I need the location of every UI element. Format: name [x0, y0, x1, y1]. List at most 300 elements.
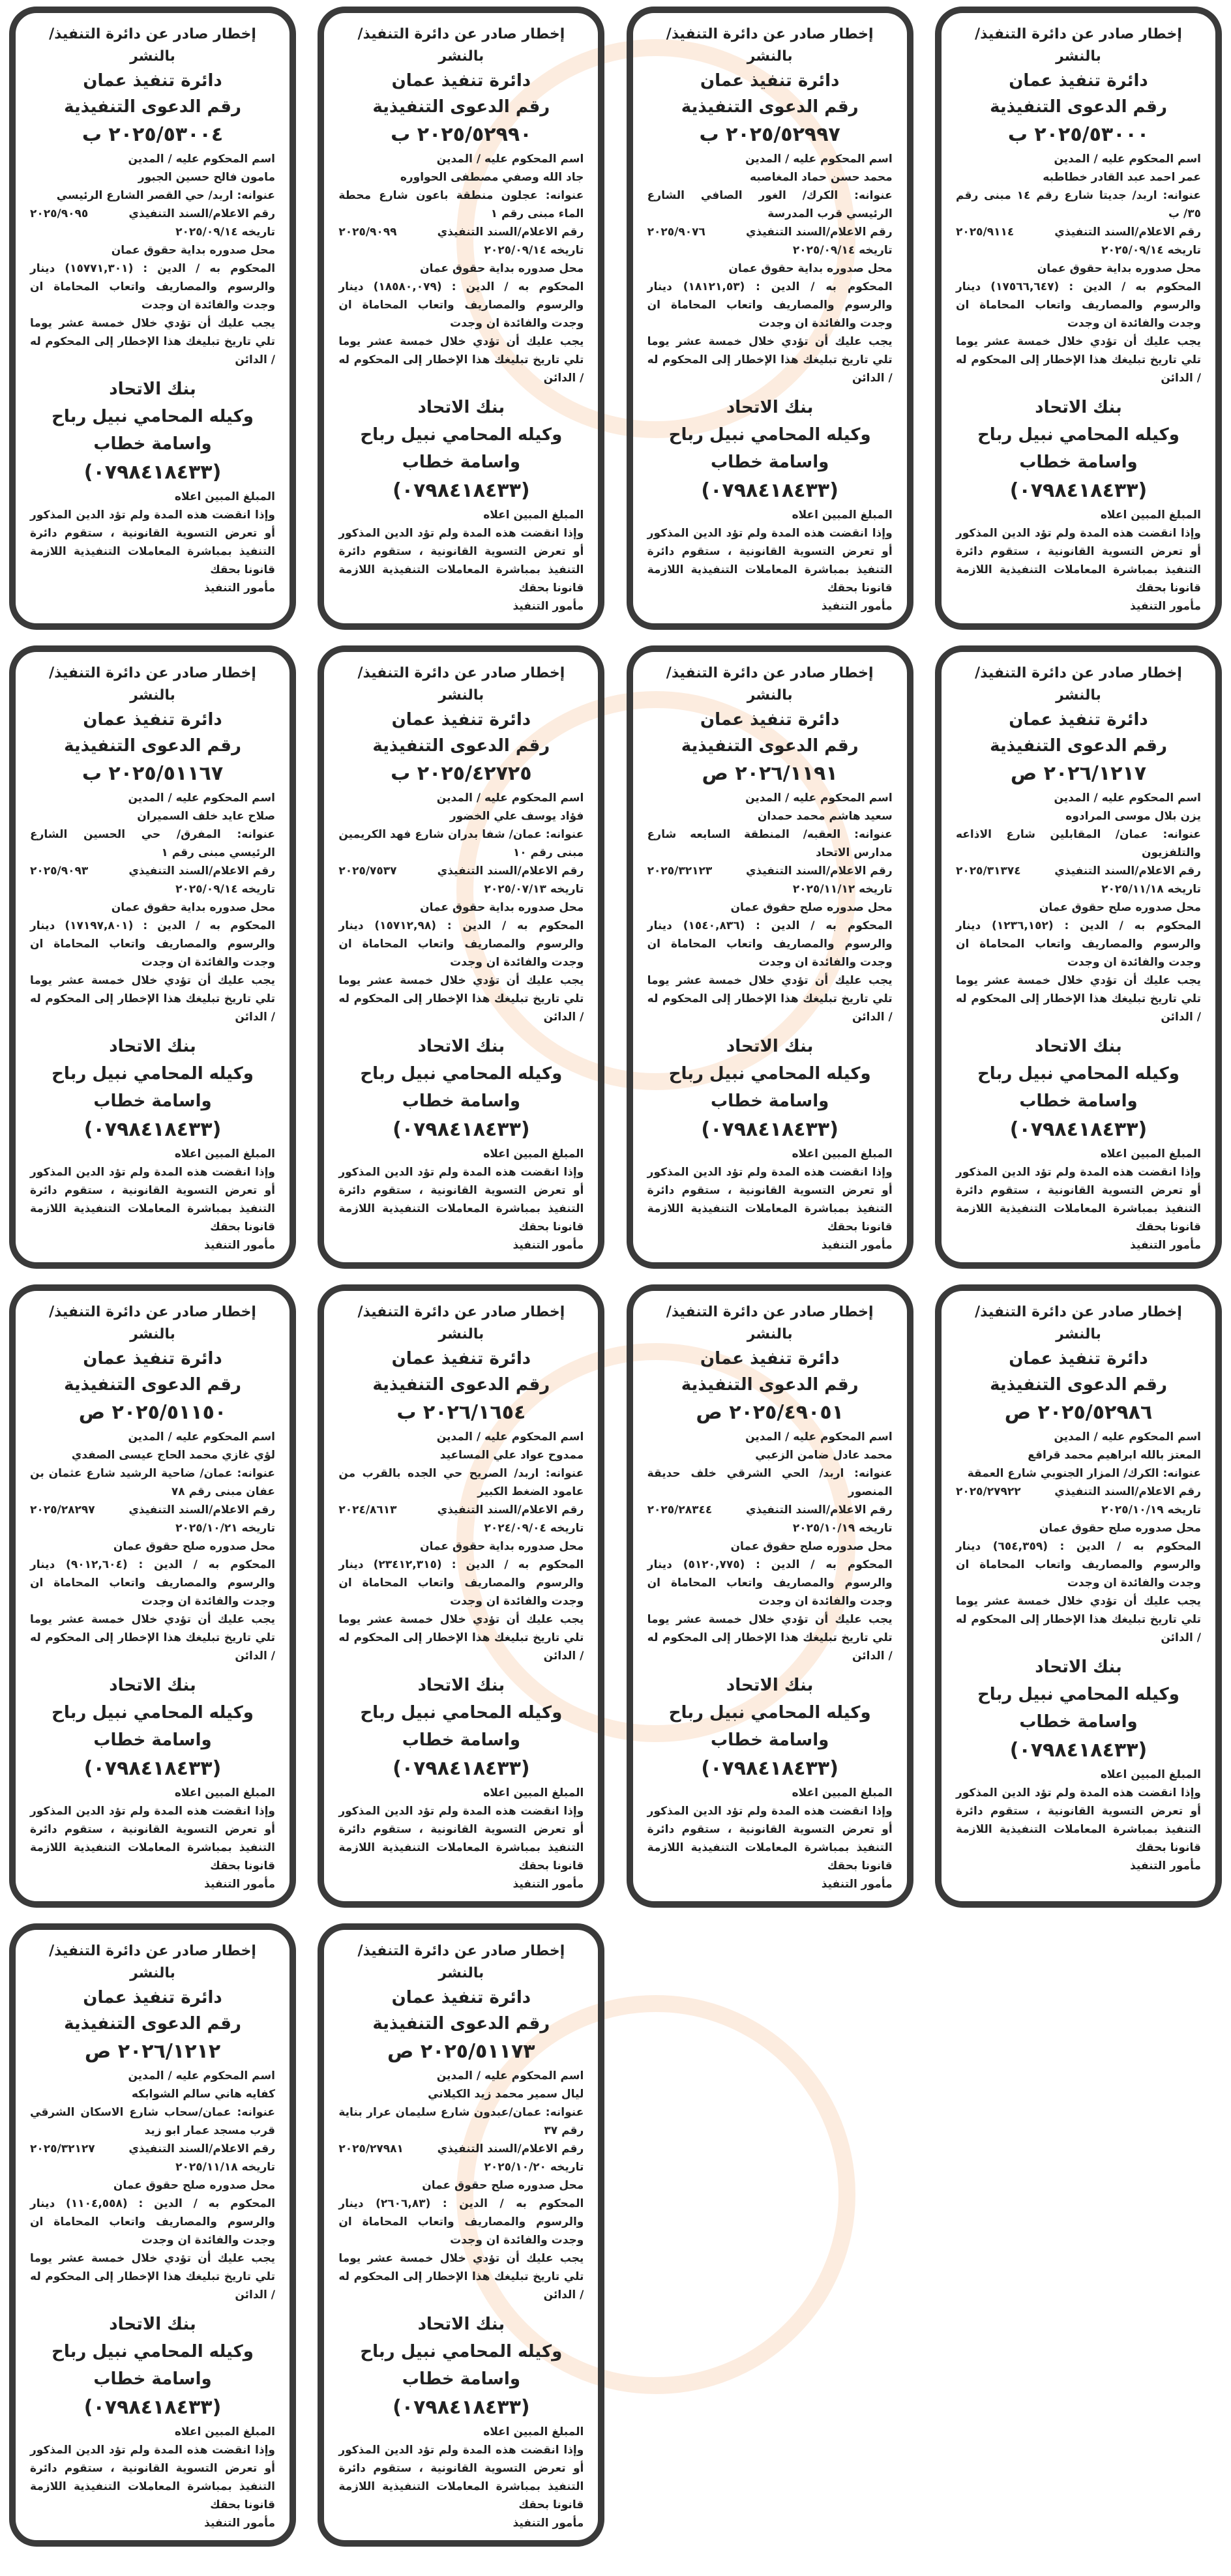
- record-number: ٢٠٢٥/٢٨٢٩٧: [30, 1503, 95, 1517]
- department-name: دائرة تنفيذ عمان: [83, 1349, 222, 1369]
- court-value: بداية حقوق عمان: [111, 901, 206, 914]
- payment-notice: يجب عليك أن تؤدي خلال خمسة عشر يوما تلي تاريخ تبليغك هذا الإخطار إلى المحكوم له / الدائن: [30, 317, 276, 366]
- debtor-name: محمد عادل ضامن الزعبي: [755, 1449, 893, 1462]
- record-line: [956, 862, 1201, 880]
- court-value: صلح حقوق عمان: [730, 901, 823, 914]
- department-name: دائرة تنفيذ عمان: [83, 1988, 222, 2007]
- debtor-name: مامون فالح حسين الجبور: [138, 171, 276, 184]
- amount-reference: المبلغ المبين اعلاه: [1100, 1768, 1201, 1781]
- notice-box: [318, 1284, 604, 1908]
- amount-suffix: ) دينار والرسوم والمصاريف واتعاب المحاماة ان وجدت والفائدة ان وجدت: [338, 280, 584, 330]
- date-value: ٢٠٢٥/٠٩/١٤: [175, 883, 238, 896]
- date-line: [956, 241, 1201, 259]
- creditor-name: بنك الاتحاد: [726, 1676, 814, 1695]
- creditor-name: بنك الاتحاد: [109, 1676, 196, 1695]
- amount-suffix: ) دينار والرسوم والمصاريف واتعاب المحاماة ان وجدت والفائدة ان وجدت: [647, 1558, 893, 1608]
- warning-text: وإذا انقضت هذه المدة ولم تؤد الدين المذكور أو تعرض التسوية القانونية ، ستقوم دائرة التنفيذ بمباشرة المعاملات التنفيذية اللازمة قانونا بحقك: [338, 2444, 584, 2511]
- notice-header: إخطار صادر عن دائرة التنفيذ/ بالنشر: [49, 1304, 256, 1342]
- notice-box: [627, 645, 913, 1269]
- address-label: عنوانه:: [1157, 189, 1201, 202]
- amount-line: [338, 917, 584, 971]
- notice-header: إخطار صادر عن دائرة التنفيذ/ بالنشر: [357, 1304, 565, 1342]
- amount-value: ١٥٧٧١,٣٠١: [70, 262, 128, 275]
- court-value: بداية حقوق عمان: [1037, 262, 1132, 275]
- amount-prefix: المحكوم به / الدين : (: [739, 1558, 893, 1571]
- court-value: صلح حقوق عمان: [730, 1540, 823, 1553]
- lawyer-phone: (٠٧٩٨٤١٨٤٣٣): [701, 479, 838, 502]
- address-label: عنوانه:: [541, 2106, 584, 2119]
- payment-notice: يجب عليك أن تؤدي خلال خمسة عشر يوما تلي تاريخ تبليغك هذا الإخطار إلى المحكوم له / الدائن: [30, 2252, 276, 2302]
- payment-notice: يجب عليك أن تؤدي خلال خمسة عشر يوما تلي تاريخ تبليغك هذا الإخطار إلى المحكوم له / الدائن: [338, 2252, 584, 2302]
- amount-value: ١٧٥٦٦,٦٤٧: [996, 280, 1054, 293]
- debtor-label: اسم المحكوم عليه / المدين: [1054, 1430, 1201, 1443]
- date-value: ٢٠٢٥/٠٩/١٤: [1101, 244, 1164, 257]
- payment-notice: يجب عليك أن تؤدي خلال خمسة عشر يوما تلي تاريخ تبليغك هذا الإخطار إلى المحكوم له / الدائن: [956, 335, 1201, 385]
- address-label: عنوانه:: [840, 828, 893, 841]
- address-line: [647, 825, 893, 862]
- signature: مأمور التنفيذ: [1130, 1239, 1201, 1252]
- amount-value: ٥١٢٠,٧٧٥: [688, 1558, 740, 1571]
- creditor-name: بنك الاتحاد: [109, 2315, 196, 2334]
- debtor-name: عمر احمد عبد القادر خطاطبه: [1043, 171, 1201, 184]
- amount-suffix: ) دينار والرسوم والمصاريف واتعاب المحاماة ان وجدت والفائدة ان وجدت: [647, 919, 893, 969]
- lawyer-name: وكيله المحامي نبيل رباح واسامة خطاب: [52, 1064, 254, 1111]
- creditor-name: بنك الاتحاد: [417, 2315, 505, 2334]
- notice-box: [318, 1923, 604, 2547]
- debtor-name: فؤاد يوسف علي الخضور: [449, 810, 584, 823]
- record-label: رقم الاعلام/السند التنفيذي: [745, 1503, 893, 1517]
- case-number: ٢٠٢٥/٥١١٦٧ ب: [82, 762, 224, 785]
- department-name: دائرة تنفيذ عمان: [83, 710, 222, 730]
- address-line: [338, 1464, 584, 1501]
- record-line: [338, 2140, 584, 2158]
- amount-line: [647, 1556, 893, 1610]
- signature: مأمور التنفيذ: [204, 2517, 276, 2530]
- case-number: ٢٠٢٥/٥٣٠٠٠ ب: [1007, 123, 1149, 146]
- department-name: دائرة تنفيذ عمان: [1009, 1349, 1148, 1369]
- creditor-name: بنك الاتحاد: [417, 398, 505, 417]
- date-value: ٢٠٢٥/١٠/٢٠: [484, 2161, 546, 2174]
- creditor-name: بنك الاتحاد: [726, 1037, 814, 1056]
- notice-header: إخطار صادر عن دائرة التنفيذ/ بالنشر: [357, 26, 565, 65]
- amount-value: ٢٦٠٦,٨٣: [380, 2197, 426, 2210]
- record-label: رقم الاعلام/السند التنفيذي: [437, 2142, 584, 2155]
- address-value: الكرك/ المزار الجنوبي شارع العمقة: [967, 1467, 1159, 1480]
- record-line: [30, 205, 275, 223]
- record-label: رقم الاعلام/السند التنفيذي: [1054, 865, 1201, 878]
- payment-notice: يجب عليك أن تؤدي خلال خمسة عشر يوما تلي تاريخ تبليغك هذا الإخطار إلى المحكوم له / الدائن: [30, 974, 276, 1024]
- department-name: دائرة تنفيذ عمان: [700, 71, 840, 91]
- date-value: ٢٠٢٥/١١/١٨: [1101, 883, 1164, 896]
- address-line: [338, 825, 584, 862]
- debtor-label: اسم المحكوم عليه / المدين: [128, 1430, 276, 1443]
- creditor-name: بنك الاتحاد: [726, 398, 814, 417]
- notice-box: [935, 7, 1222, 630]
- amount-suffix: ) دينار والرسوم والمصاريف واتعاب المحاماة ان وجدت والفائدة ان وجدت: [30, 919, 276, 969]
- amount-reference: المبلغ المبين اعلاه: [174, 490, 276, 503]
- address-line: [647, 186, 893, 223]
- court-value: بداية حقوق عمان: [420, 1540, 514, 1553]
- amount-line: [30, 917, 275, 971]
- amount-prefix: المحكوم به / الدين : (: [436, 280, 584, 293]
- record-number: ٢٠٢٥/٢٨٣٤٤: [647, 1503, 713, 1517]
- warning-text: وإذا انقضت هذه المدة ولم تؤد الدين المذكور أو تعرض التسوية القانونية ، ستقوم دائرة التنفيذ بمباشرة المعاملات التنفيذية اللازمة قانونا بحقك: [956, 1786, 1201, 1854]
- signature: مأمور التنفيذ: [512, 1239, 584, 1252]
- amount-suffix: ) دينار والرسوم والمصاريف واتعاب المحاماة ان وجدت والفائدة ان وجدت: [956, 280, 1201, 330]
- department-name: دائرة تنفيذ عمان: [391, 710, 531, 730]
- address-label: عنوانه:: [844, 1467, 893, 1480]
- debtor-label: اسم المحكوم عليه / المدين: [436, 1430, 584, 1443]
- debtor-label: اسم المحكوم عليه / المدين: [128, 2069, 276, 2082]
- amount-prefix: المحكوم به / الدين : (: [122, 1558, 276, 1571]
- case-label: رقم الدعوى التنفيذية: [64, 2014, 241, 2034]
- lawyer-name: وكيله المحامي نبيل رباح واسامة خطاب: [668, 1064, 871, 1111]
- court-label: محل صدوره: [514, 2179, 584, 2192]
- court-label: محل صدوره: [205, 2179, 276, 2192]
- record-line: [338, 862, 584, 880]
- record-line: [30, 2140, 275, 2158]
- date-label: تاريخه: [546, 2161, 584, 2174]
- case-label: رقم الدعوى التنفيذية: [372, 736, 550, 756]
- case-label: رقم الدعوى التنفيذية: [681, 1375, 859, 1395]
- address-value: عمان/ ضاحية الرشيد شارع عثمان بن عفان مبنى رقم ٧٨: [30, 1467, 276, 1498]
- creditor-name: بنك الاتحاد: [417, 1676, 505, 1695]
- record-number: ٢٠٢٥/٩٠٩٣: [30, 865, 89, 878]
- case-number: ٢٠٢٥/٥٣٠٠٤ ب: [82, 123, 224, 146]
- record-number: ٢٠٢٥/٣٢١٢٣: [647, 865, 713, 878]
- notice-box: [9, 1284, 296, 1908]
- amount-prefix: المحكوم به / الدين : (: [1048, 919, 1202, 932]
- amount-line: [338, 1556, 584, 1610]
- amount-suffix: ) دينار والرسوم والمصاريف واتعاب المحاماة ان وجدت والفائدة ان وجدت: [338, 1558, 584, 1608]
- amount-reference: المبلغ المبين اعلاه: [483, 509, 584, 522]
- creditor-name: بنك الاتحاد: [417, 1037, 505, 1056]
- amount-line: [647, 278, 893, 333]
- lawyer-name: وكيله المحامي نبيل رباح واسامة خطاب: [360, 2342, 563, 2389]
- date-label: تاريخه: [237, 2161, 276, 2174]
- court-value: صلح حقوق عمان: [113, 2179, 206, 2192]
- court-value: صلح حقوق عمان: [422, 2179, 514, 2192]
- debtor-name: محمد حسن حماد المغاصبه: [750, 171, 893, 184]
- address-value: العقبه/ المنطقة السابعه شارع مدارس الاتحاد: [647, 828, 893, 859]
- warning-text: وإذا انقضت هذه المدة ولم تؤد الدين المذكور أو تعرض التسوية القانونية ، ستقوم دائرة التنفيذ بمباشرة المعاملات التنفيذية اللازمة قانونا بحقك: [647, 1805, 893, 1873]
- court-line: [956, 898, 1201, 917]
- record-line: [956, 223, 1201, 241]
- amount-line: [338, 2195, 584, 2249]
- payment-notice: يجب عليك أن تؤدي خلال خمسة عشر يوما تلي تاريخ تبليغك هذا الإخطار إلى المحكوم له / الدائن: [956, 974, 1201, 1024]
- date-line: [338, 241, 584, 259]
- notice-header: إخطار صادر عن دائرة التنفيذ/ بالنشر: [975, 665, 1182, 703]
- amount-line: [956, 278, 1201, 333]
- lawyer-phone: (٠٧٩٨٤١٨٤٣٣): [1009, 1118, 1148, 1141]
- case-number: ٢٠٢٥/٥١١٧٣ ص: [387, 2040, 535, 2063]
- court-label: محل صدوره: [1131, 262, 1201, 275]
- debtor-name: صلاح عايد خلف السميران: [137, 810, 276, 823]
- court-line: [30, 898, 275, 917]
- address-value: عمان/سحاب شارع الاسكان الشرقي قرب مسجد عمار ابو زيد: [30, 2106, 276, 2137]
- debtor-label: اسم المحكوم عليه / المدين: [436, 2069, 584, 2082]
- case-number: ٢٠٢٥/٤٩٠٥١ ص: [696, 1401, 844, 1424]
- amount-line: [647, 917, 893, 971]
- creditor-name: بنك الاتحاد: [1035, 398, 1122, 417]
- record-line: [647, 1501, 893, 1519]
- amount-reference: المبلغ المبين اعلاه: [174, 1147, 276, 1161]
- department-name: دائرة تنفيذ عمان: [1009, 710, 1148, 730]
- amount-suffix: ) دينار والرسوم والمصاريف واتعاب المحاماة ان وجدت والفائدة ان وجدت: [30, 2197, 276, 2247]
- department-name: دائرة تنفيذ عمان: [391, 1349, 531, 1369]
- amount-line: [956, 1537, 1201, 1592]
- address-value: عجلون منطقة باعون شارع محطة الماء مبنى رقم ١: [338, 189, 584, 220]
- court-line: [647, 898, 893, 917]
- record-number: ٢٠٢٥/٩٠٩٥: [30, 207, 89, 220]
- date-line: [647, 880, 893, 898]
- court-line: [647, 259, 893, 278]
- record-label: رقم الاعلام/السند التنفيذي: [128, 2142, 276, 2155]
- record-line: [338, 1501, 584, 1519]
- address-label: عنوانه:: [232, 1467, 276, 1480]
- address-line: [30, 186, 275, 205]
- date-label: تاريخه: [855, 1522, 893, 1535]
- date-line: [30, 2158, 275, 2176]
- case-label: رقم الدعوى التنفيذية: [372, 2014, 550, 2034]
- date-label: تاريخه: [546, 1522, 584, 1535]
- date-line: [30, 880, 275, 898]
- address-label: عنوانه:: [233, 189, 276, 202]
- signature: مأمور التنفيذ: [204, 1878, 276, 1891]
- court-line: [30, 1537, 275, 1556]
- amount-prefix: المحكوم به / الدين : (: [1043, 1540, 1201, 1553]
- record-label: رقم الاعلام/السند التنفيذي: [437, 226, 584, 239]
- date-value: ٢٠٢٥/١١/١٨: [175, 2161, 238, 2174]
- record-number: ٢٠٢٥/٩٠٧٦: [647, 226, 705, 239]
- amount-prefix: المحكوم به / الدين : (: [128, 919, 276, 932]
- signature: مأمور التنفيذ: [821, 1878, 893, 1891]
- notice-header: إخطار صادر عن دائرة التنفيذ/ بالنشر: [975, 26, 1182, 65]
- creditor-name: بنك الاتحاد: [1035, 1657, 1122, 1677]
- record-number: ٢٠٢٥/٩١١٤: [956, 226, 1015, 239]
- lawyer-phone: (٠٧٩٨٤١٨٤٣٣): [83, 461, 222, 484]
- lawyer-name: وكيله المحامي نبيل رباح واسامة خطاب: [360, 1064, 563, 1111]
- notice-box: [318, 7, 604, 630]
- case-number: ٢٠٢٦/١٢١٢ ص: [84, 2040, 221, 2063]
- signature: مأمور التنفيذ: [821, 1239, 893, 1252]
- notice-header: إخطار صادر عن دائرة التنفيذ/ بالنشر: [666, 665, 874, 703]
- creditor-name: بنك الاتحاد: [109, 1037, 196, 1056]
- signature: مأمور التنفيذ: [512, 1878, 584, 1891]
- lawyer-phone: (٠٧٩٨٤١٨٤٣٣): [1009, 1739, 1148, 1762]
- record-line: [956, 1483, 1201, 1501]
- date-value: ٢٠٢٥/٠٧/١٣: [484, 883, 546, 896]
- debtor-label: اسم المحكوم عليه / المدين: [128, 153, 276, 166]
- amount-suffix: ) دينار والرسوم والمصاريف واتعاب المحاماة ان وجدت والفائدة ان وجدت: [338, 2197, 584, 2247]
- amount-value: ١٧١٩٧,٨٠١: [70, 919, 128, 932]
- amount-reference: المبلغ المبين اعلاه: [792, 1147, 893, 1161]
- lawyer-name: وكيله المحامي نبيل رباح واسامة خطاب: [360, 1703, 563, 1750]
- debtor-label: اسم المحكوم عليه / المدين: [1054, 792, 1201, 805]
- date-value: ٢٠٢٥/٠٩/١٤: [792, 244, 855, 257]
- record-number: ٢٠٢٥/٣٢١٢٧: [30, 2142, 95, 2155]
- amount-prefix: المحكوم به / الدين : (: [128, 262, 276, 275]
- date-label: تاريخه: [546, 244, 584, 257]
- address-line: [956, 1464, 1201, 1483]
- warning-text: وإذا انقضت هذه المدة ولم تؤد الدين المذكور أو تعرض التسوية القانونية ، ستقوم دائرة التنفيذ بمباشرة المعاملات التنفيذية اللازمة قانونا بحقك: [30, 509, 276, 576]
- court-label: محل صدوره: [205, 901, 276, 914]
- court-label: محل صدوره: [514, 1540, 584, 1553]
- court-value: بداية حقوق عمان: [728, 262, 823, 275]
- address-label: عنوانه:: [539, 1467, 584, 1480]
- address-value: عمان/عبدون شارع سليمان عرار بناية رقم ٣٧: [338, 2106, 584, 2137]
- court-label: محل صدوره: [823, 1540, 893, 1553]
- debtor-name: ليال سمير محمد زيد الكيلاني: [428, 2088, 584, 2101]
- record-line: [30, 1501, 275, 1519]
- signature: مأمور التنفيذ: [204, 1239, 276, 1252]
- amount-value: ٦٥٤,٣٥٩: [998, 1540, 1043, 1553]
- date-label: تاريخه: [237, 883, 276, 896]
- date-value: ٢٠٢٤/٠٩/٠٤: [484, 1522, 546, 1535]
- lawyer-phone: (٠٧٩٨٤١٨٤٣٣): [83, 1118, 222, 1141]
- address-line: [956, 825, 1201, 862]
- address-value: عمان/ المقابلين شارع الاذاعه والتلفزيون: [956, 828, 1201, 859]
- amount-reference: المبلغ المبين اعلاه: [483, 1147, 584, 1161]
- payment-notice: يجب عليك أن تؤدي خلال خمسة عشر يوما تلي تاريخ تبليغك هذا الإخطار إلى المحكوم له / الدائن: [647, 974, 893, 1024]
- record-label: رقم الاعلام/السند التنفيذي: [128, 865, 276, 878]
- court-label: محل صدوره: [514, 262, 584, 275]
- lawyer-name: وكيله المحامي نبيل رباح واسامة خطاب: [360, 425, 563, 472]
- warning-text: وإذا انقضت هذه المدة ولم تؤد الدين المذكور أو تعرض التسوية القانونية ، ستقوم دائرة التنفيذ بمباشرة المعاملات التنفيذية اللازمة قانونا بحقك: [956, 1166, 1201, 1234]
- notice-box: [9, 1923, 296, 2547]
- date-value: ٢٠٢٥/١٠/١٩: [792, 1522, 855, 1535]
- lawyer-phone: (٠٧٩٨٤١٨٤٣٣): [393, 479, 530, 502]
- address-label: عنوانه:: [220, 828, 276, 841]
- court-line: [956, 259, 1201, 278]
- department-name: دائرة تنفيذ عمان: [391, 1988, 531, 2007]
- amount-prefix: المحكوم به / الدين : (: [739, 280, 893, 293]
- signature: مأمور التنفيذ: [1130, 600, 1201, 613]
- case-number: ٢٠٢٦/١٢١٧ ص: [1010, 762, 1147, 785]
- warning-text: وإذا انقضت هذه المدة ولم تؤد الدين المذكور أو تعرض التسوية القانونية ، ستقوم دائرة التنفيذ بمباشرة المعاملات التنفيذية اللازمة قانونا بحقك: [30, 2444, 276, 2511]
- address-value: اربد/ حي القصر الشارع الرئيسي: [56, 189, 233, 202]
- record-number: ٢٠٢٥/٩٠٩٩: [338, 226, 397, 239]
- notice-box: [627, 7, 913, 630]
- case-label: رقم الدعوى التنفيذية: [681, 736, 859, 756]
- court-line: [338, 1537, 584, 1556]
- lawyer-name: وكيله المحامي نبيل رباح واسامة خطاب: [668, 425, 871, 472]
- address-label: عنوانه:: [231, 2106, 276, 2119]
- amount-prefix: المحكوم به / الدين : (: [431, 919, 584, 932]
- payment-notice: يجب عليك أن تؤدي خلال خمسة عشر يوما تلي تاريخ تبليغك هذا الإخطار إلى المحكوم له / الدائن: [647, 335, 893, 385]
- amount-value: ١٨٥٨٠,٠٧٩: [378, 280, 437, 293]
- court-value: صلح حقوق عمان: [113, 1540, 206, 1553]
- amount-reference: المبلغ المبين اعلاه: [174, 2425, 276, 2438]
- signature: مأمور التنفيذ: [821, 600, 893, 613]
- address-line: [338, 186, 584, 223]
- amount-reference: المبلغ المبين اعلاه: [792, 1786, 893, 1799]
- notice-header: إخطار صادر عن دائرة التنفيذ/ بالنشر: [49, 1943, 256, 1981]
- case-label: رقم الدعوى التنفيذية: [372, 1375, 550, 1395]
- address-line: [647, 1464, 893, 1501]
- lawyer-phone: (٠٧٩٨٤١٨٤٣٣): [701, 1757, 838, 1780]
- warning-text: وإذا انقضت هذه المدة ولم تؤد الدين المذكور أو تعرض التسوية القانونية ، ستقوم دائرة التنفيذ بمباشرة المعاملات التنفيذية اللازمة قانونا بحقك: [30, 1166, 276, 1234]
- debtor-name: المعتز بالله ابراهيم محمد قراقع: [1028, 1449, 1201, 1462]
- record-label: رقم الاعلام/السند التنفيذي: [745, 226, 893, 239]
- record-number: ٢٠٢٥/٧٥٣٧: [338, 865, 397, 878]
- date-line: [647, 1519, 893, 1537]
- amount-value: ١٨١٢١,٥٣: [688, 280, 740, 293]
- court-line: [338, 2176, 584, 2195]
- payment-notice: يجب عليك أن تؤدي خلال خمسة عشر يوما تلي تاريخ تبليغك هذا الإخطار إلى المحكوم له / الدائن: [647, 1613, 893, 1663]
- address-label: عنوانه:: [537, 189, 584, 202]
- court-line: [647, 1537, 893, 1556]
- record-line: [647, 223, 893, 241]
- lawyer-name: وكيله المحامي نبيل رباح واسامة خطاب: [668, 1703, 871, 1750]
- notice-header: إخطار صادر عن دائرة التنفيذ/ بالنشر: [975, 1304, 1182, 1342]
- signature: مأمور التنفيذ: [512, 600, 584, 613]
- date-line: [956, 1501, 1201, 1519]
- amount-prefix: المحكوم به / الدين : (: [739, 919, 893, 932]
- case-number: ٢٠٢٥/٥٢٩٩٧ ب: [699, 123, 840, 146]
- amount-suffix: ) دينار والرسوم والمصاريف واتعاب المحاماة ان وجدت والفائدة ان وجدت: [30, 262, 276, 312]
- date-line: [338, 2158, 584, 2176]
- record-number: ٢٠٢٤/٨٦١٣: [338, 1503, 397, 1517]
- address-label: عنوانه:: [1148, 828, 1201, 841]
- record-number: ٢٠٢٥/٣١٣٧٤: [956, 865, 1021, 878]
- amount-prefix: المحكوم به / الدين : (: [122, 2197, 276, 2210]
- address-line: [338, 2103, 584, 2140]
- address-line: [30, 1464, 275, 1501]
- lawyer-name: وكيله المحامي نبيل رباح واسامة خطاب: [52, 1703, 254, 1750]
- amount-reference: المبلغ المبين اعلاه: [483, 1786, 584, 1799]
- department-name: دائرة تنفيذ عمان: [700, 710, 840, 730]
- lawyer-name: وكيله المحامي نبيل رباح واسامة خطاب: [52, 2342, 254, 2389]
- address-value: اربد/ الحي الشرقي خلف حديقة المنصور: [647, 1467, 893, 1498]
- address-line: [956, 186, 1201, 223]
- court-label: محل صدوره: [205, 244, 276, 257]
- date-value: ٢٠٢٥/١٠/٢١: [175, 1522, 238, 1535]
- address-label: عنوانه:: [838, 189, 893, 202]
- debtor-name: ممدوح عواد علي المساعيد: [439, 1449, 584, 1462]
- date-value: ٢٠٢٥/١٠/١٩: [1101, 1503, 1164, 1517]
- notice-box: [9, 645, 296, 1269]
- warning-text: وإذا انقضت هذه المدة ولم تؤد الدين المذكور أو تعرض التسوية القانونية ، ستقوم دائرة التنفيذ بمباشرة المعاملات التنفيذية اللازمة قانونا بحقك: [647, 1166, 893, 1234]
- case-label: رقم الدعوى التنفيذية: [64, 97, 241, 117]
- amount-reference: المبلغ المبين اعلاه: [1100, 509, 1201, 522]
- record-label: رقم الاعلام/السند التنفيذي: [128, 1503, 276, 1517]
- amount-suffix: ) دينار والرسوم والمصاريف واتعاب المحاماة ان وجدت والفائدة ان وجدت: [30, 1558, 276, 1608]
- date-line: [30, 1519, 275, 1537]
- lawyer-phone: (٠٧٩٨٤١٨٤٣٣): [83, 2396, 222, 2419]
- signature: مأمور التنفيذ: [512, 2517, 584, 2530]
- date-label: تاريخه: [1163, 883, 1201, 896]
- date-label: تاريخه: [1163, 244, 1201, 257]
- date-line: [338, 880, 584, 898]
- amount-line: [30, 1556, 275, 1610]
- address-value: اربد/ الصريح حي الجده بالقرب من عامود الضغط الكبير: [338, 1467, 584, 1498]
- amount-prefix: المحكوم به / الدين : (: [1054, 280, 1202, 293]
- notice-header: إخطار صادر عن دائرة التنفيذ/ بالنشر: [49, 26, 256, 65]
- court-label: محل صدوره: [205, 1540, 276, 1553]
- lawyer-phone: (٠٧٩٨٤١٨٤٣٣): [393, 2396, 530, 2419]
- date-value: ٢٠٢٥/١١/١٢: [792, 883, 855, 896]
- court-label: محل صدوره: [823, 901, 893, 914]
- date-value: ٢٠٢٥/٠٩/١٤: [175, 226, 238, 239]
- date-label: تاريخه: [855, 883, 893, 896]
- record-line: [30, 862, 275, 880]
- amount-reference: المبلغ المبين اعلاه: [792, 509, 893, 522]
- date-label: تاريخه: [237, 1522, 276, 1535]
- lawyer-name: وكيله المحامي نبيل رباح واسامة خطاب: [977, 1685, 1179, 1732]
- debtor-label: اسم المحكوم عليه / المدين: [436, 153, 584, 166]
- address-value: اربد/ جديتا شارع رقم ١٤ مبنى رقم ٣٥/ ب: [956, 189, 1201, 220]
